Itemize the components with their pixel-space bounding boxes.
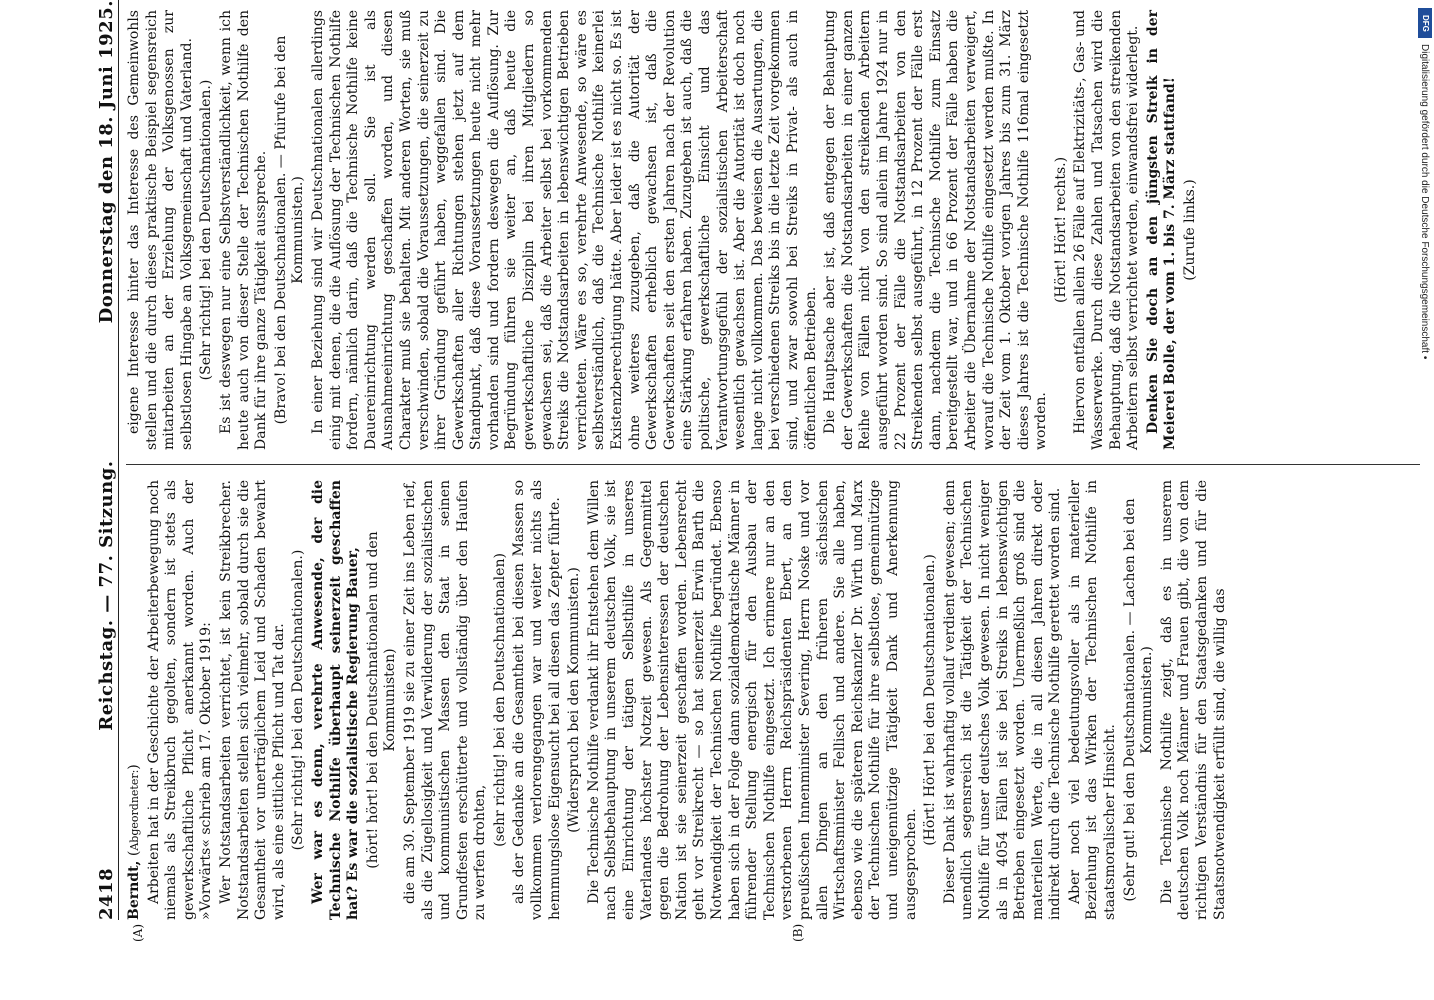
interjection: (Sehr gut! bei den Deutschnationalen. — Lachen bei den Kommunisten.) [1121, 498, 1156, 902]
dfg-credit-text: Digitalisierung gefördert durch die Deutsche Forschungsgemeinschaft • [1419, 44, 1430, 360]
interjection: (hört! hört! bei den Deutschnationalen und den Kommunisten) [364, 531, 399, 869]
paragraph: als der Gedanke an die Gesamtheit bei diesen Massen so vollkommen verlorengegangen war und weiter nichts als hemmungslose Eigensucht bei all diesen das Zepter führte. [511, 480, 563, 920]
paragraph: Die Hauptsache aber ist, daß entgegen der Behauptung der Gewerkschaften die Notstandsarbeiten in einer ganzen Reihe von Fällen nicht von den streikenden Arbeitern ausgeführt worden sind. So sind allein im Jahre 1924 nur in 22 Prozent der Fälle die Notstandsarbeiten von den Streikenden selbst ausgeführt, in 12 Prozent der Fälle erst dann, nachdem die Technische Nothilfe zum Einsatz bereitgestellt war, und in 66 Prozent der Fälle haben die Arbeiter die Übernahme der Notstandsarbeiten verweigert, worauf die Technische Nothilfe eingesetzt werden mußte. In der Zeit vom 1. Oktober vorigen Jahres bis zum 31. März dieses Jahres ist die Technische Nothilfe 116mal eingesetzt worden. [822, 10, 1050, 450]
paragraph: eigene Interesse hinter das Interesse des Gemeinwohls stellen und die durch dieses praktische Beispiel segensreich mitarbeiten an der Erziehung der Volksgenossen zur selbstlosen Hingabe an Volksgemeinschaft und Vaterland. [126, 10, 195, 450]
paragraph: Dieser Dank ist wahrhaftig vollauf verdient gewesen; denn unendlich segensreich ist die Tätigkeit der Technischen Nothilfe für unser deutsches Volk gewesen. In nicht weniger als in 4054 Fällen ist sie bei Streiks in lebenswichtigen Betrieben eingesetzt worden. Unermeßlich groß sind die materiellen Werte, die in all diesen Jahren direkt oder indirekt durch die Technische Nothilfe gerettet worden sind. [941, 480, 1064, 920]
paragraph: Die Technische Nothilfe zeigt, daß es in unserem deutschen Volk noch Männer und Frauen gibt, die von dem richtigen Verständnis für den Staatsgedanken und für die Staatsnotwendigkeit erfüllt sind, die willig das [1158, 480, 1228, 920]
margin-marker-b: (B) [791, 923, 805, 942]
paragraph: Aber noch viel bedeutungsvoller als in materieller Beziehung ist das Wirken der Technischen Nothilfe in staatsmoralischer Hinsicht. [1066, 480, 1119, 920]
right-column [126, 10, 1202, 450]
header-rule [118, 0, 119, 920]
header-date: Donnerstag den 18. Juni 1925. [96, 0, 118, 324]
paragraph: Wer Notstandsarbeiten verrichtet, ist kein Streikbrecher. Notstandsarbeiten stellen sich vielmehr, sobald durch sie die Gesamtheit vor unerträglichem Leid und Schaden bewahrt wird, als eine sittliche Pflicht und Tat dar. [217, 480, 287, 920]
interjection: (Sehr richtig! bei den Deutschnationalen.) [198, 79, 215, 381]
paragraph: Die Technische Nothilfe verdankt ihr Entstehen dem Willen nach Selbstbehauptung in unserem deutschen Volk, sie ist eine Einrichtung der tätigen Selbsthilfe in unseres Vaterlandes höchster Notzeit gewesen. Als Gegenmittel gegen die Bedrohung der Lebensinteressen der deutschen Nation ist sie seinerzeit geschaffen worden. Lebensrecht geht vor Streikrecht — so hat seinerzeit Erwin Barth die Notwendigkeit der Technischen Nothilfe begründet. Ebenso haben sich in der Folge dann sozialdemokratische Männer in führender Stellung energisch für den Ausbau der Technischen Nothilfe eingesetzt. Ich erinnere nur an den verstorbenen Herrn Reichspräsidenten Ebert, an den preußischen Innenminister Severing, Herrn Noske und vor allen Dingen an den früheren sächsischen Wirtschaftsminister Fellisch und andere. Sie alle haben, ebenso wie die späteren Reichskanzler Dr. Wirth und Marx der Technischen Nothilfe für ihre selbstlose, gemeinnützige und uneigennützige Tätigkeit Dank und Anerkennung ausgesprochen. [585, 480, 919, 920]
paragraph: In einer Beziehung sind wir Deutschnationalen allerdings einig mit denen, die die Auflösung der Technischen Nothilfe fordern, nämlich darin, daß die Technische Nothilfe keine Dauereinrichtung werden soll. Sie ist als Ausnahmeeinrichtung geschaffen worden, und diesen Charakter muß sie behalten. Mit anderen Worten, sie muß verschwinden, sobald die Voraussetzungen, die seinerzeit zu ihrer Gründung geführt haben, weggefallen sind. Die Gewerkschaften aller Richtungen stehen jetzt auf dem Standpunkt, daß diese Voraussetzungen heute nicht mehr vorhanden sind und fordern deswegen die Auflösung. Zur Begründung führen sie weiter an, daß heute die gewerkschaftliche Disziplin bei ihren Mitgliedern so gewachsen sei, daß die Arbeiter selbst bei vorkommenden Streiks die Notstandsarbeiten in lebenswichtigen Betrieben verrichteten. Wäre es so, verehrte Anwesende, so wäre es selbstverständlich, daß die Technische Nothilfe keinerlei Existenzberechtigung hätte. Aber leider ist es nicht so. Es ist ohne weiteres zuzugeben, daß die Autorität der Gewerkschaften erheblich gewachsen ist, daß die Gewerkschaften seit den ersten Jahren nach der Revolution eine Stärkung erfahren haben. Zuzugeben ist auch, daß die politische, gewerkschaftliche Einsicht und das Verantwortungsgefühl der sozialistischen Arbeiterschaft wesentlich gewachsen ist. Aber die Autorität ist doch noch lange nicht vollkommen. Das beweisen die Ausartungen, die bei verschiedenen Streiks bis in die letzte Zeit vorgekommen sind, und zwar sowohl bei Streiks in Privat- als auch in öffentlichen Betrieben. [309, 10, 819, 450]
emphasized-paragraph: Wer war es denn, verehrte Anwesende, der die Technische Nothilfe überhaupt seinerzeit geschaffen hat? Es war die sozialistische Regierung Bauer, [309, 480, 362, 920]
column-divider [126, 464, 1420, 465]
interjection: (Zurufe links.) [1182, 179, 1199, 281]
dfg-logo: DFG [1418, 8, 1432, 38]
left-column [126, 480, 1231, 920]
interjection: (Hört! Hört! rechts.) [1052, 156, 1069, 304]
page-number: 2418 [96, 867, 118, 920]
paragraph: Arbeiten hat in der Geschichte der Arbeiterbewegung noch niemals als Streikbruch gegolten, sondern ist stets als gewerkschaftliche Pflicht anerkannt worden. Auch der »Vorwärts« schrieb am 17. Oktober 1919: [145, 480, 215, 920]
speaker-role: Abgeordneter: [128, 769, 141, 851]
interjection: (Hört! Hört! bei den Deutschnationalen.) [922, 554, 939, 846]
margin-marker-a: (A) [131, 923, 145, 942]
interjection: (Sehr richtig! bei den Deutschnationalen.) [290, 549, 307, 851]
paragraph: Es ist deswegen nur eine Selbstverständlichkeit, wenn ich heute auch von dieser Stelle der Technischen Nothilfe den Dank für ihre ganze Tätigkeit ausspreche. [217, 10, 270, 450]
emphasized-paragraph: Denken Sie doch an den jüngsten Streik in der Meierei Bolle, der vom 1. bis 7. März stattfand! [1144, 10, 1179, 450]
interjection: (Bravo! bei den Deutschnationalen. — Pfuirufe bei den Kommunisten.) [272, 35, 307, 425]
header-session: Reichstag. — 77. Sitzung. [96, 460, 118, 731]
speaker-name: Berndt, [126, 860, 142, 920]
speaker-line: Berndt, (Abgeordneter:) [126, 764, 142, 920]
interjection: (sehr richtig! bei den Deutschnationalen) [491, 553, 508, 847]
interjection: (Widerspruch bei den Kommunisten.) [566, 567, 583, 833]
page-header [90, 0, 116, 920]
rotated-document-page [90, 0, 1420, 942]
paragraph: Hiervon entfallen allein 26 Fälle auf Elektrizitäts-, Gas- und Wasserwerke. Durch diese Zahlen und Tatsachen wird die Behauptung, daß die Notstandsarbeiten von den streikenden Arbeitern selbst verrichtet werden, einwandsfrei widerlegt. [1072, 10, 1142, 450]
dfg-credit [1418, 8, 1432, 998]
paragraph: die am 30. September 1919 sie zu einer Zeit ins Leben rief, als die Zügellosigkeit und Verwilderung der sozialistischen und kommunistischen Massen den Staat in seinen Grundfesten erschütterte und vollständig über den Haufen zu werfen drohten, [401, 480, 489, 920]
